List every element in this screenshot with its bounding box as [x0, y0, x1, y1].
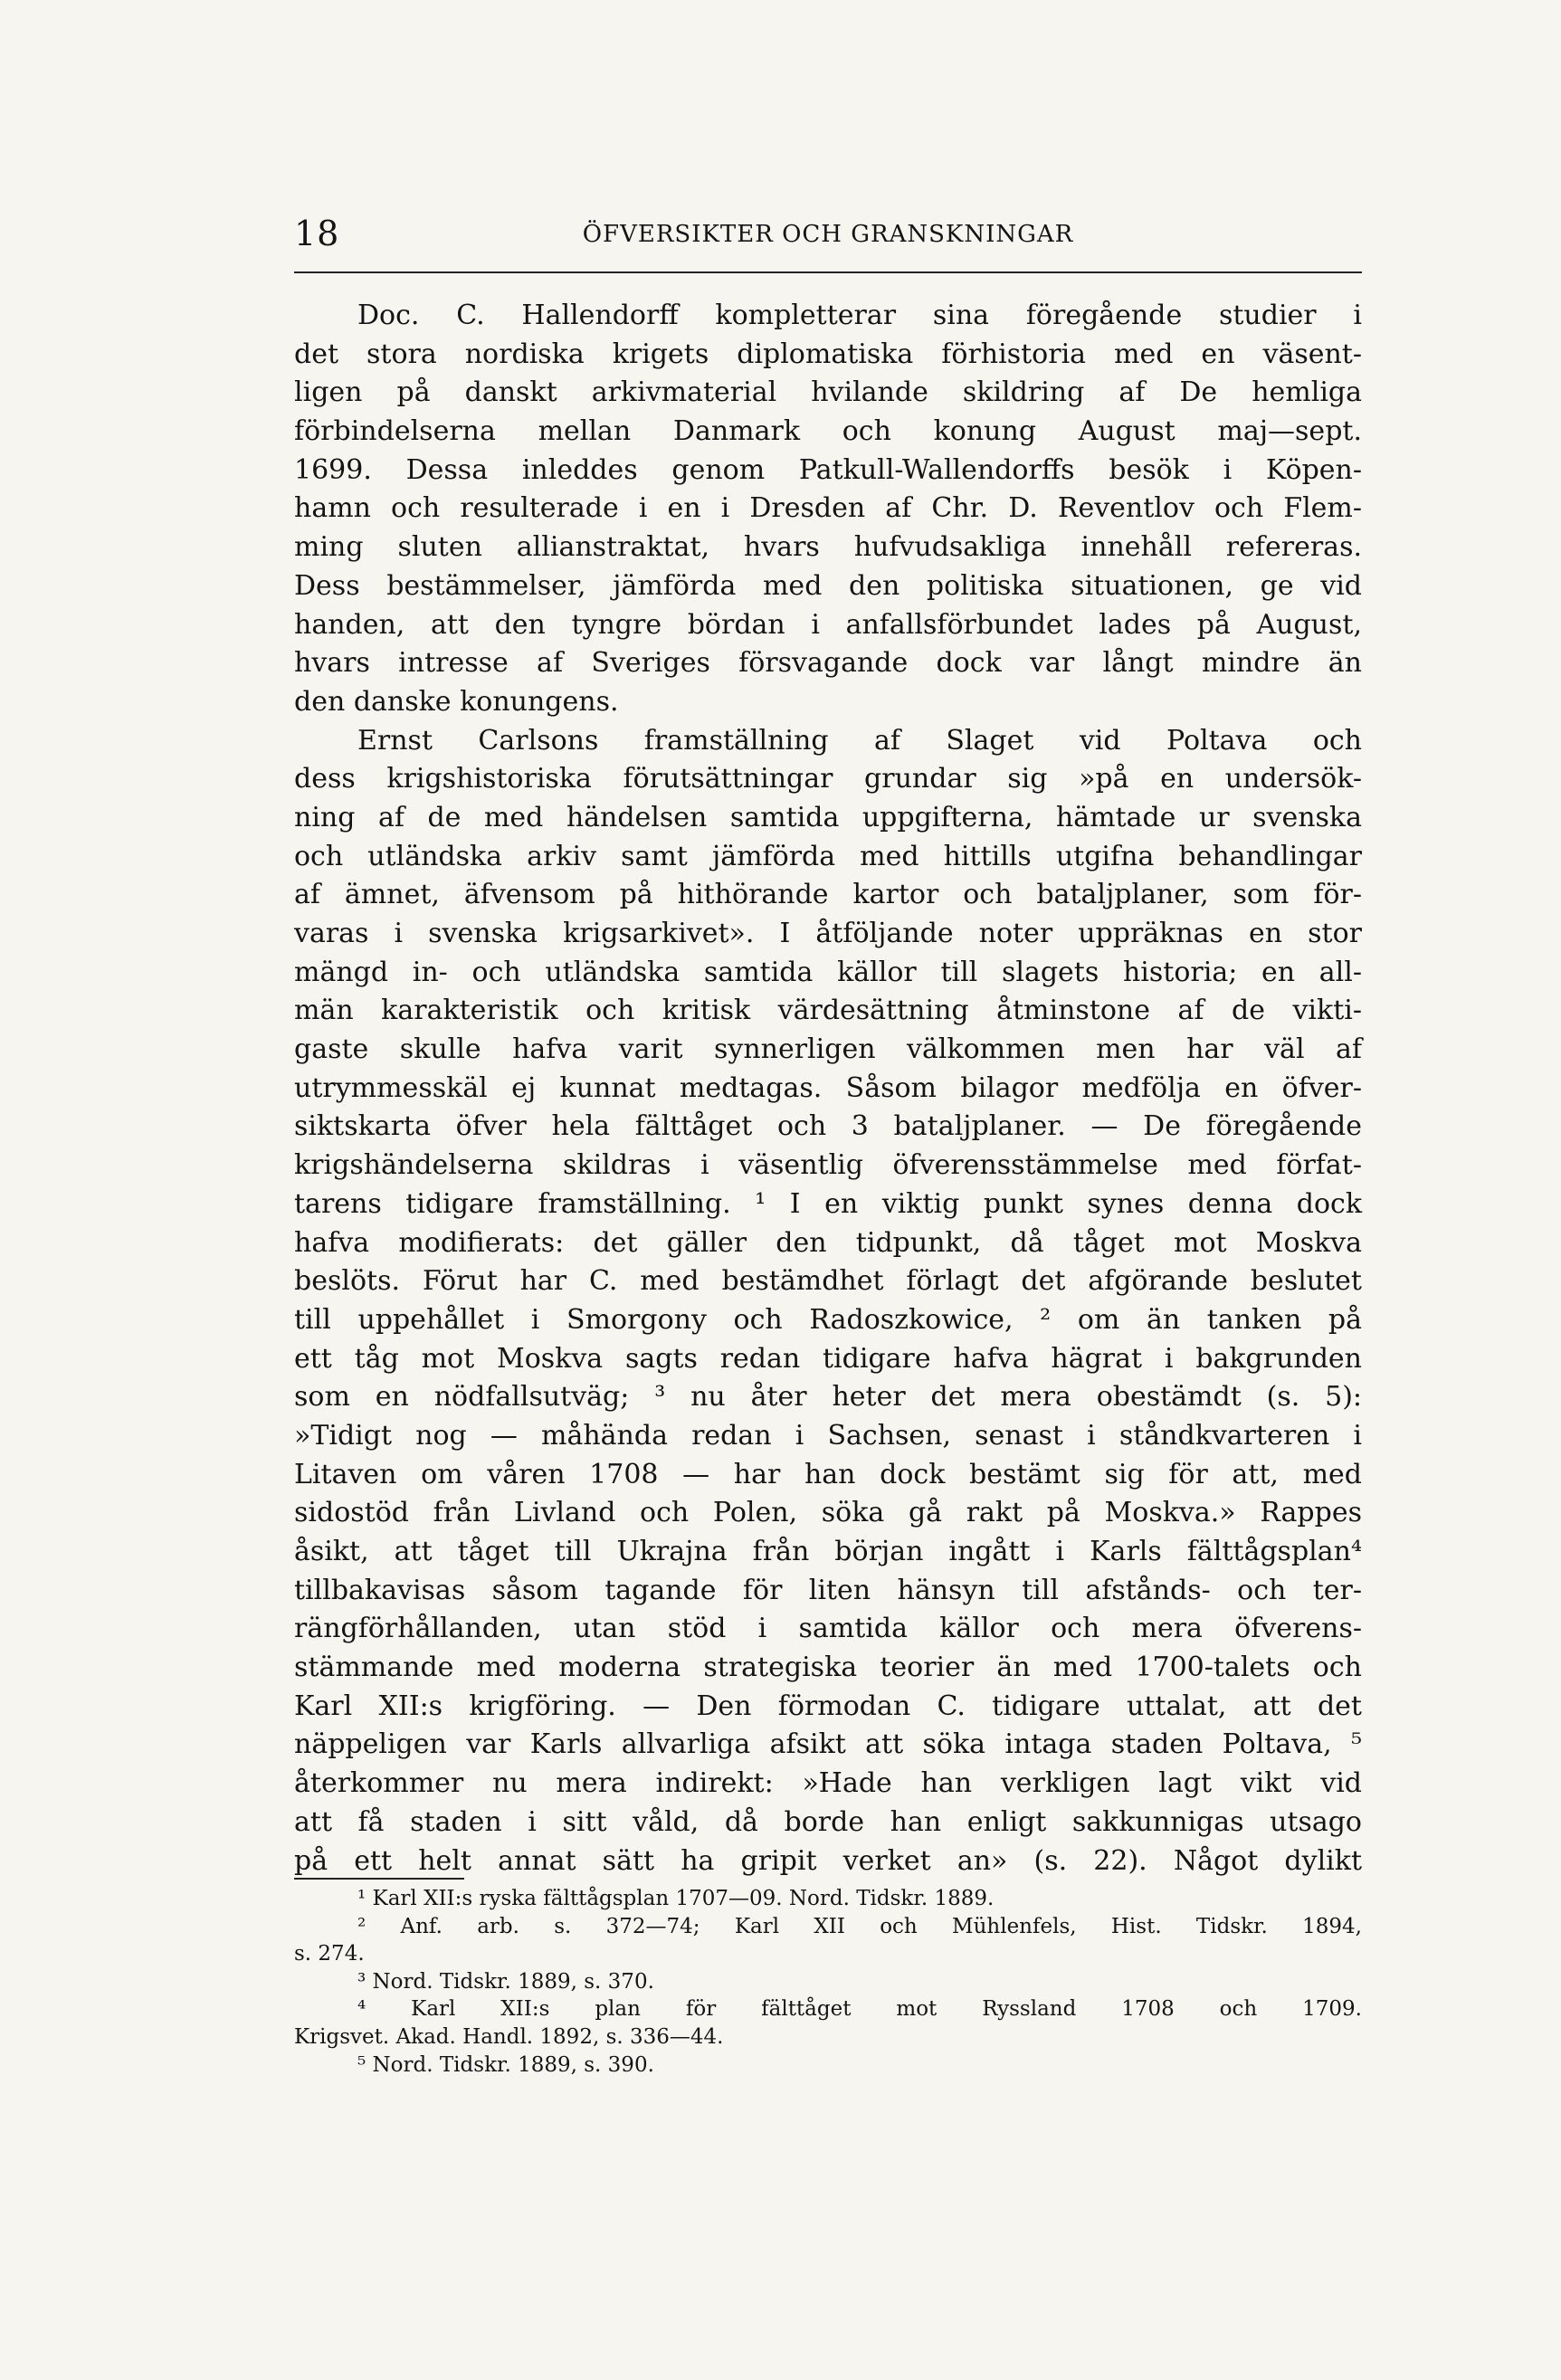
body-line: näppeligen var Karls allvarliga afsikt att söka intaga staden Poltava, ⁵ [294, 1728, 1362, 1761]
body-line: åsikt, att tåget till Ukrajna från början ingått i Karls fälttågsplan⁴ [294, 1536, 1362, 1567]
running-head: ÖFVERSIKTER OCH GRANSKNINGAR [582, 221, 1074, 248]
body-line: ett tåg mot Moskva sagts redan tidigare hafva hägrat i bakgrunden [294, 1342, 1362, 1375]
body-line: rängförhållanden, utan stöd i samtida källor och mera öfverens- [294, 1613, 1362, 1645]
header-rule [294, 271, 1362, 273]
footnote-line: ¹ Karl XII:s ryska fälttågsplan 1707—09. Nord. Tidskr. 1889. [357, 1887, 995, 1910]
body-line: återkommer nu mera indirekt: »Hade han verkligen lagt vikt vid [294, 1767, 1362, 1800]
body-line: Ernst Carlsons framställning af Slaget vid Poltava och [357, 724, 1362, 757]
body-line: mängd in- och utländska samtida källor till slagets historia; en all- [294, 956, 1362, 988]
body-line: Doc. C. Hallendorff kompletterar sina föregående studier i [357, 300, 1362, 331]
body-line: tarens tidigare framställning. ¹ I en viktig punkt synes denna dock [294, 1187, 1362, 1220]
body-line: beslöts. Förut har C. med bestämdhet förlagt det afgörande beslutet [294, 1265, 1362, 1298]
footnote-line: ² Anf. arb. s. 372—74; Karl XII och Mühlenfels, Hist. Tidskr. 1894, [357, 1914, 1362, 1938]
body-line: siktskarta öfver hela fälttåget och 3 bataljplaner. — De föregående [294, 1110, 1362, 1143]
page-header [294, 214, 1362, 268]
body-line: förbindelserna mellan Danmark och konung August maj—sept. [294, 415, 1362, 448]
body-line: ning af de med händelsen samtida uppgifterna, hämtade ur svenska [294, 801, 1362, 833]
body-line: ming sluten allianstraktat, hvars hufvudsakliga innehåll refereras. [294, 531, 1362, 564]
body-line: handen, att den tyngre bördan i anfallsförbundet lades på August, [294, 608, 1362, 641]
body-line: män karakteristik och kritisk värdesättning åtminstone af de vikti- [294, 995, 1362, 1027]
body-line: Karl XII:s krigföring. — Den förmodan C. tidigare uttalat, att det [294, 1690, 1362, 1722]
body-text [294, 297, 1362, 1880]
body-line: varas i svenska krigsarkivet». I åtföljande noter uppräknas en stor [294, 918, 1362, 949]
body-line: »Tidigt nog — måhända redan i Sachsen, senast i ståndkvarteren i [294, 1419, 1362, 1452]
body-line: gaste skulle hafva varit synnerligen välkommen men har väl af [294, 1033, 1362, 1066]
footnote-line: s. 274. [294, 1942, 365, 1966]
body-line: ligen på danskt arkivmaterial hvilande skildring af De hemliga [294, 376, 1362, 409]
body-line: på ett helt annat sätt ha gripit verket an» (s. 22). Något dylikt [294, 1844, 1362, 1877]
page-number: 18 [294, 214, 340, 253]
body-line: utrymmesskäl ej kunnat medtagas. Såsom bilagor medfölja en öfver- [294, 1071, 1362, 1104]
footnote-line: ⁴ Karl XII:s plan för fälttåget mot Ryssland 1708 och 1709. [357, 1997, 1362, 2022]
body-line: tillbakavisas såsom tagande för liten hänsyn till afstånds- och ter- [294, 1574, 1362, 1606]
body-line: att få staden i sitt våld, då borde han enligt sakkunnigas utsago [294, 1805, 1362, 1838]
footnote-rule [294, 1878, 464, 1880]
body-line: hafva modifierats: det gäller den tidpunkt, då tåget mot Moskva [294, 1226, 1362, 1259]
body-line: dess krigshistoriska förutsättningar grundar sig »på en undersök- [294, 763, 1362, 795]
body-line: Litaven om våren 1708 — har han dock bestämt sig för att, med [294, 1458, 1362, 1490]
body-line: och utländska arkiv samt jämförda med hittills utgifna behandlingar [294, 840, 1362, 872]
body-line: den danske konungens. [294, 685, 619, 718]
body-line: sidostöd från Livland och Polen, söka gå rakt på Moskva.» Rappes [294, 1497, 1362, 1529]
body-line: Dess bestämmelser, jämförda med den politiska situationen, ge vid [294, 569, 1362, 602]
body-line: som en nödfallsutväg; ³ nu åter heter det mera obestämdt (s. 5): [294, 1381, 1362, 1414]
body-line: af ämnet, äfvensom på hithörande kartor och bataljplaner, som för- [294, 879, 1362, 911]
body-line: stämmande med moderna strategiska teorier än med 1700-talets och [294, 1652, 1362, 1684]
body-line: hvars intresse af Sveriges försvagande dock var långt mindre än [294, 647, 1362, 680]
body-line: 1699. Dessa inleddes genom Patkull-Wallendorffs besök i Köpen- [294, 453, 1362, 486]
body-line: hamn och resulterade i en i Dresden af Chr. D. Reventlov och Flem- [294, 492, 1362, 525]
body-line: krigshändelserna skildras i väsentlig öfverensstämmelse med förfat- [294, 1149, 1362, 1182]
footnote-line: Krigsvet. Akad. Handl. 1892, s. 336—44. [294, 2024, 724, 2049]
footnote-line: ⁵ Nord. Tidskr. 1889, s. 390. [357, 2052, 654, 2077]
footnote-line: ³ Nord. Tidskr. 1889, s. 370. [357, 1969, 654, 1994]
body-line: det stora nordiska krigets diplomatiska förhistoria med en väsent- [294, 338, 1362, 370]
body-line: till uppehållet i Smorgony och Radoszkowice, ² om än tanken på [294, 1303, 1362, 1336]
footnotes [294, 1885, 1362, 2079]
